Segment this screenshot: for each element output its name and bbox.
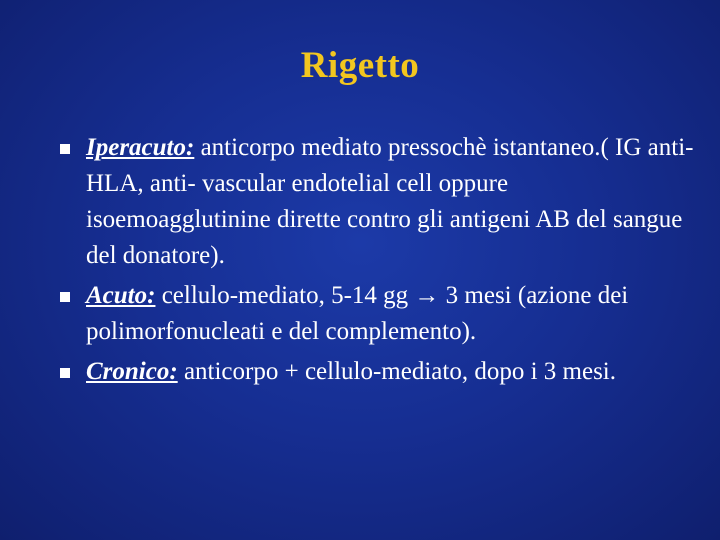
bullet-text: anticorpo mediato pressochè istantaneo.( IG anti-HLA, anti- vascular endotelial cell oppure isoemoagglutinine dirette contro gli antigeni AB del sangue del donatore).	[86, 134, 694, 269]
square-bullet-icon	[60, 292, 70, 302]
bullet-text: cellulo-mediato, 5-14 gg → 3 mesi (azione dei polimorfonucleati e del complemento).	[86, 282, 629, 345]
slide-title: Rigetto	[300, 45, 420, 86]
bullet-term: Iperacuto:	[86, 134, 195, 161]
bullet-item-acuto	[56, 278, 696, 350]
bullet-term: Acuto:	[86, 282, 156, 309]
bullet-item-iperacuto	[56, 130, 696, 274]
bullet-text: anticorpo + cellulo-mediato, dopo i 3 mesi.	[177, 358, 616, 385]
bullet-term: Cronico:	[86, 358, 178, 385]
bullet-item-cronico	[56, 354, 696, 390]
bullet-list	[56, 130, 696, 394]
square-bullet-icon	[60, 144, 70, 154]
square-bullet-icon	[60, 368, 70, 378]
